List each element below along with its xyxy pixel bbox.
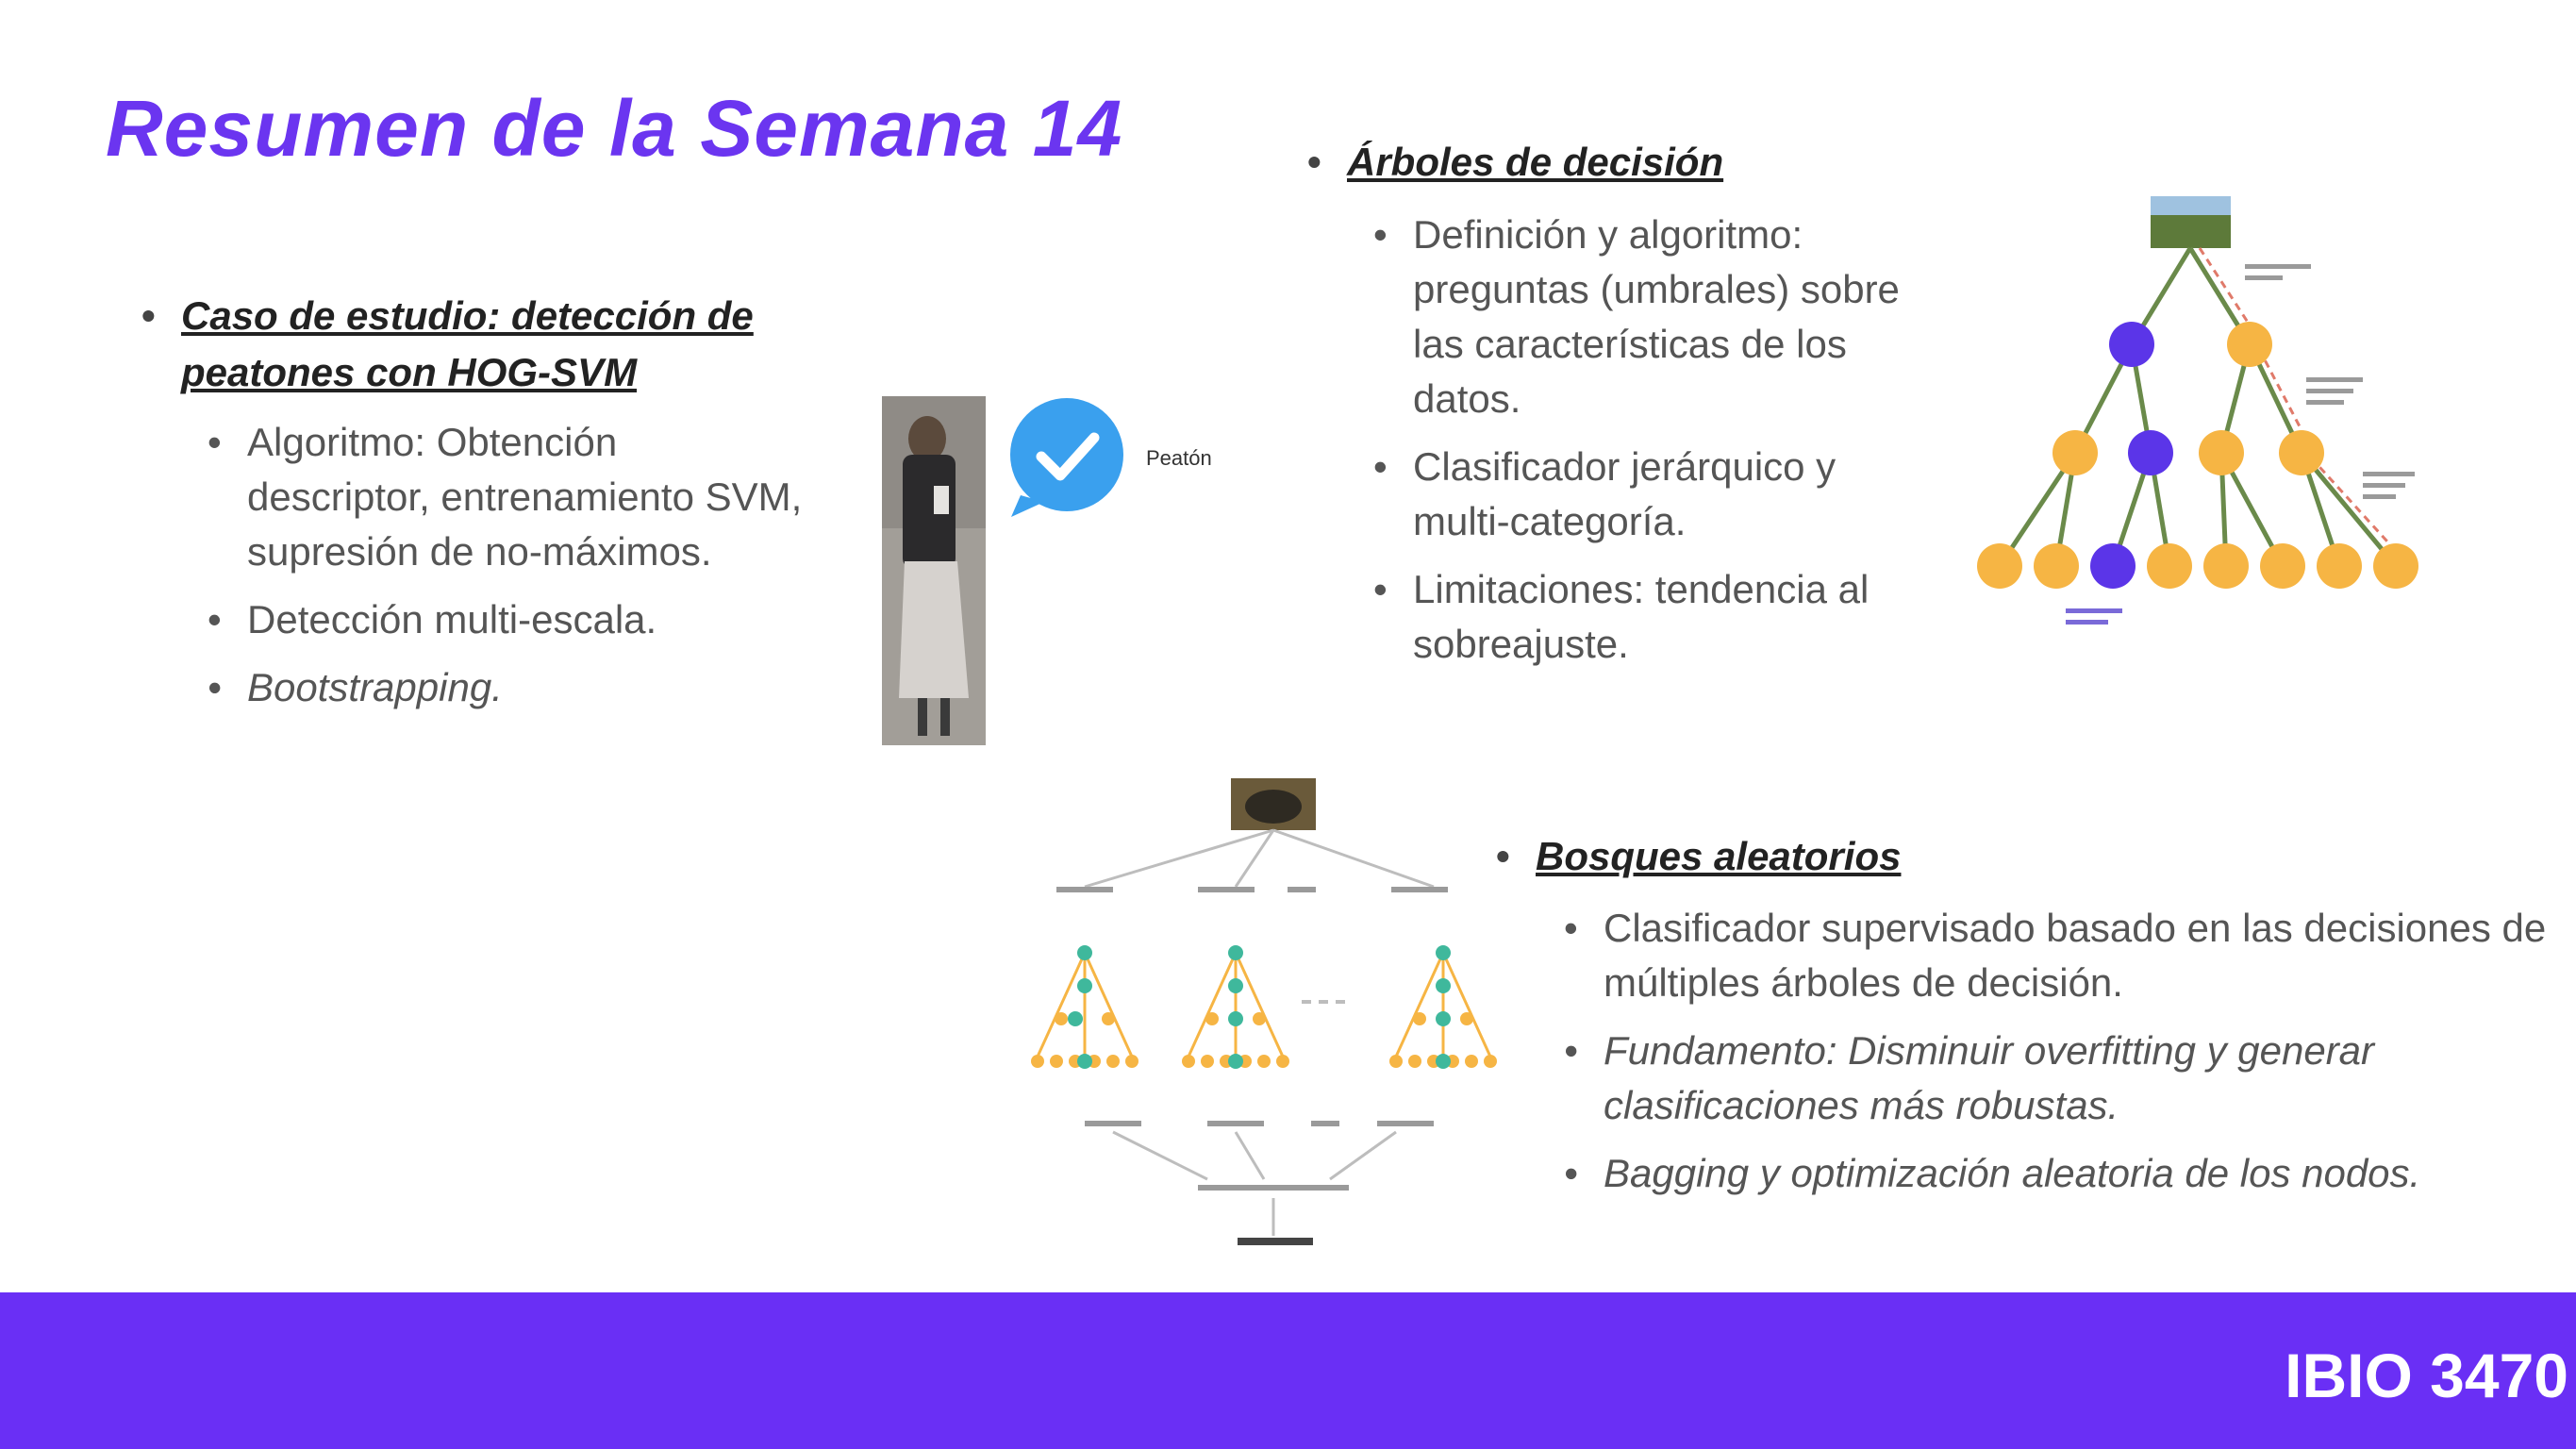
- pedestrian-image: [882, 396, 986, 745]
- random-forests-list: [1604, 901, 2547, 1214]
- case-study-item: • Algoritmo: Obtención descriptor, entrenamiento SVM, supresión de no-máximos.: [247, 415, 804, 579]
- case-study-item: • Detección multi-escala.: [247, 592, 804, 647]
- random-forests-item: • Bagging y optimización aleatoria de los nodos.: [1604, 1146, 2547, 1201]
- decision-tree-diagram: [1962, 189, 2471, 641]
- random-forests-item: • Fundamento: Disminuir overfitting y generar clasificaciones más robustas.: [1604, 1024, 2547, 1133]
- case-study-heading-line2: peatones con HOG-SVM: [181, 350, 638, 394]
- decision-trees-heading: • Árboles de decisión: [1347, 134, 1723, 191]
- footer-bar: [0, 1292, 2576, 1449]
- case-study-list: [247, 415, 804, 728]
- case-study-item: • Bootstrapping.: [247, 660, 804, 715]
- slide-title: Resumen de la Semana 14: [106, 84, 1123, 173]
- decision-trees-item: • Clasificador jerárquico y multi-categoría.: [1413, 440, 1941, 549]
- random-forests-item: • Clasificador supervisado basado en las decisiones de múltiples árboles de decisión.: [1604, 901, 2547, 1010]
- detection-label: Peatón: [1146, 446, 1212, 470]
- random-forests-heading: • Bosques aleatorios: [1536, 828, 1901, 885]
- decision-trees-list: [1413, 208, 1941, 685]
- case-study-heading: [181, 288, 754, 401]
- course-code: IBIO 3470: [2285, 1341, 2568, 1410]
- case-study-heading-line1: Caso de estudio: detección de: [181, 293, 754, 338]
- decision-trees-item: • Limitaciones: tendencia al sobreajuste.: [1413, 562, 1941, 672]
- decision-trees-item: • Definición y algoritmo: preguntas (umbrales) sobre las características de los datos.: [1413, 208, 1941, 426]
- random-forest-diagram: [1019, 774, 1528, 1264]
- check-icon: [1002, 396, 1132, 519]
